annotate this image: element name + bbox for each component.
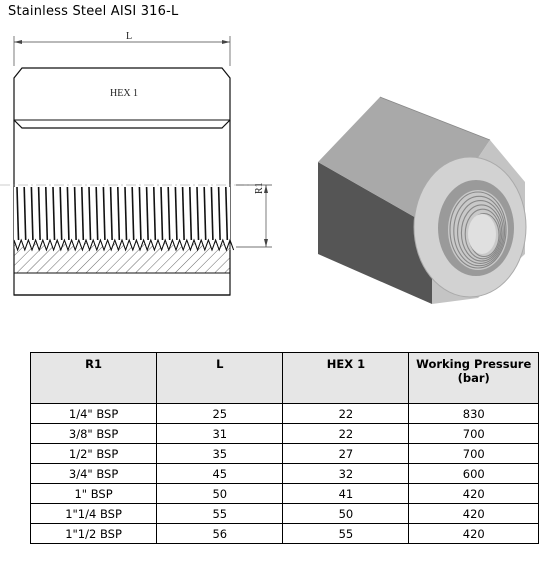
cell-hex: 22 <box>283 404 409 424</box>
isometric-nut-image <box>318 97 526 304</box>
cell-pressure: 830 <box>409 404 539 424</box>
column-header-r1: R1 <box>31 353 157 404</box>
cell-length: 50 <box>157 484 283 504</box>
dimension-length-label: L <box>126 31 133 42</box>
table-row <box>31 404 539 424</box>
cell-length: 25 <box>157 404 283 424</box>
dimension-length <box>14 31 230 66</box>
cell-r1: 1/2" BSP <box>31 444 157 464</box>
cell-r1: 1"1/4 BSP <box>31 504 157 524</box>
cell-hex: 32 <box>283 464 409 484</box>
cell-r1: 1/4" BSP <box>31 404 157 424</box>
hex-label: HEX 1 <box>110 88 139 99</box>
cell-length: 56 <box>157 524 283 544</box>
specifications-table <box>30 352 539 544</box>
cell-pressure: 420 <box>409 524 539 544</box>
cell-hex: 50 <box>283 504 409 524</box>
dimension-thread-label: R1 <box>254 182 265 194</box>
table-row <box>31 424 539 444</box>
table-row <box>31 504 539 524</box>
cell-hex: 55 <box>283 524 409 544</box>
technical-drawing <box>0 22 555 322</box>
cell-pressure: 700 <box>409 444 539 464</box>
page-title: Stainless Steel AISI 316-L <box>8 4 179 19</box>
cell-hex: 27 <box>283 444 409 464</box>
column-header-length: L <box>157 353 283 404</box>
cell-hex: 22 <box>283 424 409 444</box>
cell-pressure: 600 <box>409 464 539 484</box>
column-header-working-pressure: Working Pressure (bar) <box>409 353 539 404</box>
cell-pressure: 420 <box>409 484 539 504</box>
table-header-row <box>31 353 539 404</box>
cell-length: 31 <box>157 424 283 444</box>
cell-r1: 1" BSP <box>31 484 157 504</box>
column-header-hex: HEX 1 <box>283 353 409 404</box>
cell-pressure: 700 <box>409 424 539 444</box>
cell-r1: 3/8" BSP <box>31 424 157 444</box>
cell-r1: 3/4" BSP <box>31 464 157 484</box>
cell-length: 55 <box>157 504 283 524</box>
table-row <box>31 524 539 544</box>
table-row <box>31 464 539 484</box>
table-row <box>31 484 539 504</box>
side-view <box>0 68 250 295</box>
cell-hex: 41 <box>283 484 409 504</box>
cell-length: 35 <box>157 444 283 464</box>
table-row <box>31 444 539 464</box>
cell-length: 45 <box>157 464 283 484</box>
dimension-thread <box>236 182 272 247</box>
cell-r1: 1"1/2 BSP <box>31 524 157 544</box>
cell-pressure: 420 <box>409 504 539 524</box>
